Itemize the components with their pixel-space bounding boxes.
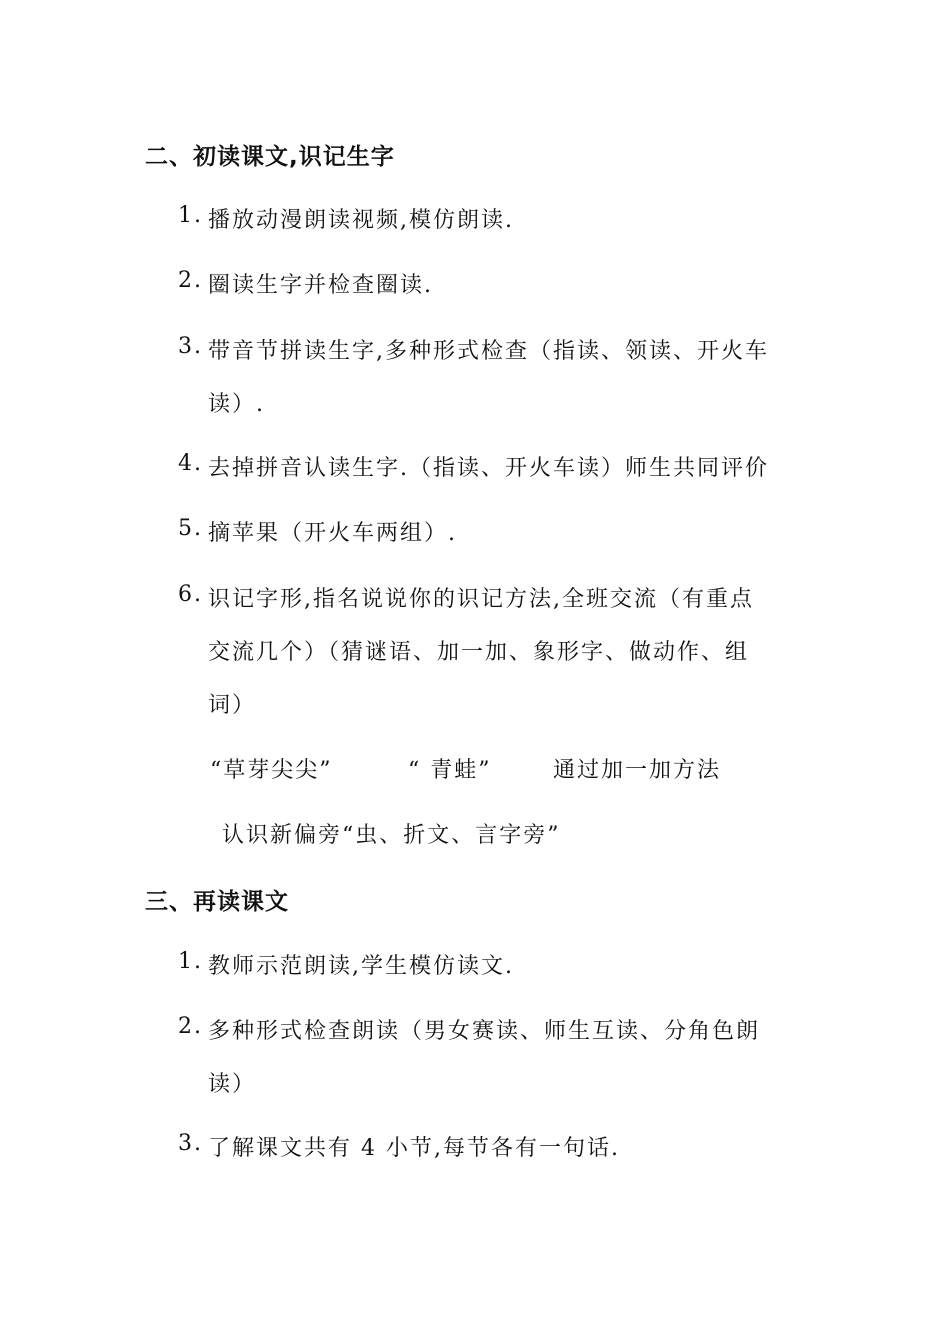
item-text: 播放动漫朗读视频,模仿朗读. bbox=[208, 208, 514, 233]
item-number: 4. bbox=[178, 451, 203, 476]
item-number: 2. bbox=[178, 268, 203, 293]
item-number: 6. bbox=[178, 582, 203, 607]
item-number: 3. bbox=[178, 334, 203, 359]
item-number: 5. bbox=[178, 516, 203, 541]
item-text-continued: 读）. bbox=[208, 392, 265, 417]
item-text: 教师示范朗读,学生模仿读文. bbox=[208, 954, 514, 979]
item-text: 去掉拼音认读生字.（指读、开火车读）师生共同评价 bbox=[208, 456, 769, 481]
item-number: 1. bbox=[178, 203, 203, 228]
item-number: 3. bbox=[178, 1131, 203, 1156]
item-number: 2. bbox=[178, 1014, 203, 1039]
item-text-continued: 词） bbox=[208, 693, 257, 718]
example-word-2: “ 青蛙” bbox=[408, 758, 492, 783]
item-text: 摘苹果（开火车两组）. bbox=[208, 521, 457, 546]
item-text-continued: 读） bbox=[208, 1072, 257, 1097]
item-text: 识记字形,指名说说你的识记方法,全班交流（有重点 bbox=[208, 587, 754, 612]
item-text: 多种形式检查朗读（男女赛读、师生互读、分角色朗 bbox=[208, 1019, 761, 1044]
item-text-continued: 交流几个）（猜谜语、加一加、象形字、做动作、组 bbox=[208, 640, 750, 665]
item-number: 1. bbox=[178, 949, 203, 974]
item-text: 圈读生字并检查圈读. bbox=[208, 273, 433, 298]
section-heading-2: 二、初读课文,识记生字 bbox=[145, 144, 395, 170]
item-text: 了解课文共有 4 小节,每节各有一句话. bbox=[208, 1136, 620, 1161]
method-note: 通过加一加方法 bbox=[553, 758, 722, 783]
example-word-1: “草芽尖尖” bbox=[210, 758, 333, 783]
item-text: 带音节拼读生字,多种形式检查（指读、领读、开火车 bbox=[208, 339, 769, 364]
radical-note: 认识新偏旁“虫、折文、言字旁” bbox=[222, 823, 561, 848]
section-heading-3: 三、再读课文 bbox=[145, 889, 289, 915]
